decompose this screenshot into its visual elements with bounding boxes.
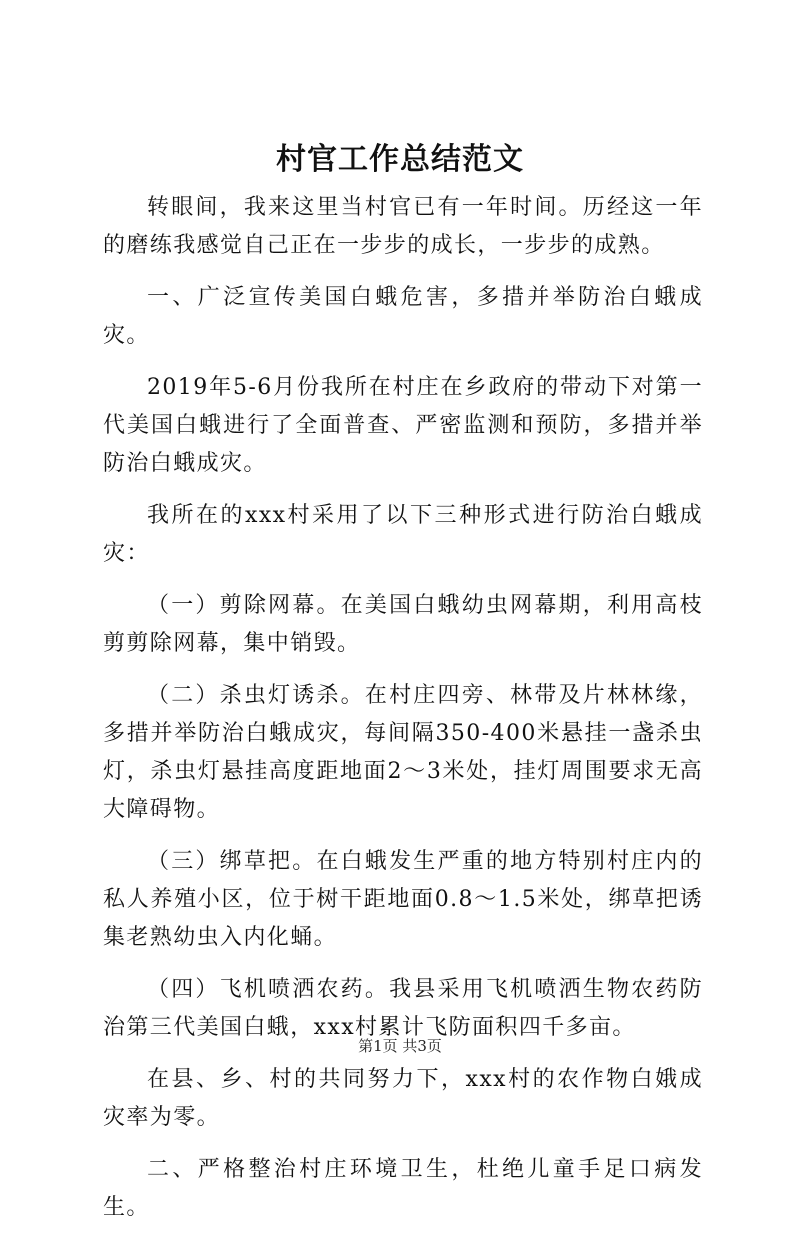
paragraph-method-4: （四）飞机喷洒农药。我县采用飞机喷洒生物农药防治第三代美国白蛾，xxx村累计飞防面积四千多亩。 xyxy=(103,977,703,1040)
paragraph-method-3: （三）绑草把。在白蛾发生严重的地方特别村庄内的私人养殖小区，位于树干距地面0.8～1.5米处，绑草把诱集老熟幼虫入内化蛹。 xyxy=(103,849,703,950)
paragraph-intro: 转眼间，我来这里当村官已有一年时间。历经这一年的磨练我感觉自己正在一步步的成长，一步步的成熟。 xyxy=(103,195,703,258)
paragraph-methods-intro: 我所在的xxx村采用了以下三种形式进行防治白蛾成灾： xyxy=(103,503,703,566)
paragraph-result: 在县、乡、村的共同努力下，xxx村的农作物白娥成灾率为零。 xyxy=(103,1067,703,1130)
document-body xyxy=(103,189,703,1241)
section-heading-1: 一、广泛宣传美国白蛾危害，多措并举防治白蛾成灾。 xyxy=(103,285,703,348)
section-heading-2: 二、严格整治村庄环境卫生，杜绝儿童手足口病发生。 xyxy=(103,1157,703,1220)
paragraph-method-2: （二）杀虫灯诱杀。在村庄四旁、林带及片林林缘，多措并举防治白蛾成灾，每间隔350-400米悬挂一盏杀虫灯，杀虫灯悬挂高度距地面2～3米处，挂灯周围要求无高大障碍物。 xyxy=(103,683,703,822)
paragraph-method-1: （一）剪除网幕。在美国白蛾幼虫网幕期，利用高枝剪剪除网幕，集中销毁。 xyxy=(103,593,703,656)
document-title: 村官工作总结范文 xyxy=(276,142,524,177)
page-footer: 第1页 共3页 xyxy=(358,1037,442,1055)
paragraph-survey: 2019年5-6月份我所在村庄在乡政府的带动下对第一代美国白蛾进行了全面普查、严密监测和预防，多措并举防治白蛾成灾。 xyxy=(103,375,703,476)
